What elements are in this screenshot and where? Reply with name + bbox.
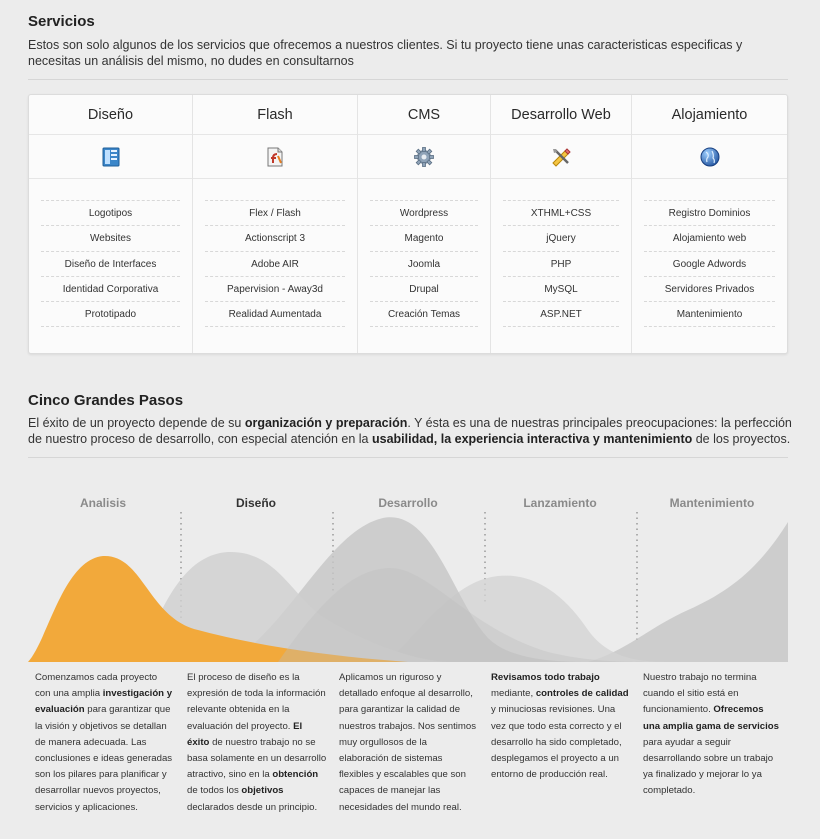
divider bbox=[28, 457, 788, 458]
step-text-run: para ayudar a seguir desarrollando sobre un trabajo ya finalizado y mejorar lo ya completado. bbox=[643, 736, 774, 797]
list-item: Wordpress bbox=[370, 201, 478, 226]
step-text-run: El éxito bbox=[187, 720, 303, 748]
step-text-run: de todos los bbox=[187, 785, 242, 797]
list-item: Google Adwords bbox=[644, 252, 775, 277]
step-text-run: investigación y evaluación bbox=[35, 688, 173, 716]
list-item: PHP bbox=[503, 252, 619, 277]
intro-text-run: usabilidad, la experiencia interactiva y mantenimiento bbox=[371, 432, 693, 446]
list-item: Alojamiento web bbox=[644, 226, 775, 251]
step-label-analisis: Analisis bbox=[79, 496, 127, 510]
pasos-intro bbox=[28, 415, 792, 447]
list-item: Prototipado bbox=[41, 302, 180, 327]
list-item: ASP.NET bbox=[503, 302, 619, 327]
step-label-desarrollo: Desarrollo bbox=[378, 496, 438, 510]
step-text-run: Revisamos todo trabajo bbox=[491, 672, 600, 683]
list-item: Adobe AIR bbox=[205, 252, 345, 277]
list-item: jQuery bbox=[503, 226, 619, 251]
list-item: MySQL bbox=[503, 277, 619, 302]
step-text-run: objetivos bbox=[241, 785, 284, 797]
process-wave-chart bbox=[28, 510, 788, 662]
step-label-mantenimiento: Mantenimiento bbox=[669, 496, 755, 510]
divider bbox=[28, 79, 788, 80]
list-item: Joomla bbox=[370, 252, 478, 277]
step-text-run: de nuestro trabajo no se basa solamente en un desarrollo atractivo, sino en la bbox=[187, 736, 327, 781]
wave-mantenimiento bbox=[588, 522, 788, 662]
step-text-run: Nuestro trabajo no termina cuando el sitio está en funcionamiento. bbox=[643, 672, 757, 716]
intro-text-run: El éxito de un proyecto depende de su bbox=[28, 416, 245, 430]
step-text-run: declarados desde un principio. bbox=[187, 801, 318, 813]
list-item: Papervision - Away3d bbox=[205, 277, 345, 302]
list-item: Servidores Privados bbox=[644, 277, 775, 302]
service-heading: Diseño bbox=[29, 95, 192, 135]
service-column-desarrollo-web bbox=[491, 95, 632, 353]
intro-text-run: . Y ésta es una de nuestras principales preocupaciones: la perfección de nuestro proceso de desarrollo, con especial atención en la bbox=[28, 416, 792, 446]
globe-icon bbox=[699, 146, 721, 168]
flash-document-icon bbox=[264, 146, 286, 168]
step-description-lanzamiento bbox=[491, 670, 631, 783]
list-item: Actionscript 3 bbox=[205, 226, 345, 251]
step-description-desarrollo bbox=[339, 670, 479, 816]
pasos-title: Cinco Grandes Pasos bbox=[28, 392, 184, 409]
step-text-run: y minuciosas revisiones. Una vez que todo esta correcto y el desarrollo ha sido completado, desplegamos el proyecto a un entorno de producción real. bbox=[491, 704, 622, 781]
step-text-run: mediante, bbox=[491, 688, 536, 700]
list-item: Flex / Flash bbox=[205, 201, 345, 226]
list-item: Realidad Aumentada bbox=[205, 302, 345, 327]
step-text-run: para garantizar que la visión y objetivos se detallan de manera adecuada. Las conclusiones e ideas generadas son los pilares para planificar y desarrollar nuevos proyectos, servicios y aplicaciones. bbox=[35, 704, 173, 813]
tools-icon bbox=[550, 146, 572, 168]
list-item: Diseño de Interfaces bbox=[41, 252, 180, 277]
step-text-run: Aplicamos un riguroso y detallado enfoque al desarrollo, para garantizar la calidad de nuestros trabajos. Nos sentimos muy orgullosos de la elaboración de sistemas flexibles y escalables que son capaces de manejar las necesidades del mundo real. bbox=[339, 672, 477, 813]
list-item: Drupal bbox=[370, 277, 478, 302]
servicios-title: Servicios bbox=[28, 13, 95, 30]
step-description-diseno bbox=[187, 670, 327, 816]
step-text-run: Comenzamos cada proyecto con una amplia bbox=[35, 672, 158, 700]
step-description-analisis bbox=[35, 670, 175, 816]
list-item: Logotipos bbox=[41, 201, 180, 226]
service-column-alojamiento bbox=[632, 95, 787, 353]
step-description-mantenimiento bbox=[643, 670, 783, 800]
step-text-run: obtención bbox=[272, 769, 319, 781]
gear-icon bbox=[413, 146, 435, 168]
intro-text-run: de los proyectos. bbox=[692, 432, 791, 446]
list-item: Mantenimiento bbox=[644, 302, 775, 327]
step-text-run: El proceso de diseño es la expresión de toda la información relevante obtenida en la evaluación del proyecto. bbox=[187, 672, 326, 732]
step-text-run: Ofrecemos una amplia gama de servicios bbox=[643, 704, 779, 732]
servicios-intro: Estos son solo algunos de los servicios que ofrecemos a nuestros clientes. Si tu proyecto tiene unas caracteristicas especificas y necesitas un análisis del mismo, no dudes en consultarnos bbox=[28, 38, 743, 68]
list-item: Magento bbox=[370, 226, 478, 251]
services-table bbox=[28, 94, 788, 354]
service-column-diseno bbox=[29, 95, 193, 353]
intro-text-run: organización y preparación bbox=[244, 416, 408, 430]
step-label-diseno: Diseño bbox=[235, 496, 276, 510]
service-heading: Desarrollo Web bbox=[491, 95, 631, 135]
list-item: Websites bbox=[41, 226, 180, 251]
list-item: XTHML+CSS bbox=[503, 201, 619, 226]
service-heading: Flash bbox=[193, 95, 357, 135]
list-item: Identidad Corporativa bbox=[41, 277, 180, 302]
service-heading: Alojamiento bbox=[632, 95, 787, 135]
layout-icon bbox=[100, 146, 122, 168]
list-item: Creación Temas bbox=[370, 302, 478, 327]
step-label-lanzamiento: Lanzamiento bbox=[523, 496, 597, 510]
step-text-run: controles de calidad bbox=[535, 688, 629, 700]
service-heading: CMS bbox=[358, 95, 490, 135]
list-item: Registro Dominios bbox=[644, 201, 775, 226]
service-column-cms bbox=[358, 95, 491, 353]
service-column-flash bbox=[193, 95, 358, 353]
